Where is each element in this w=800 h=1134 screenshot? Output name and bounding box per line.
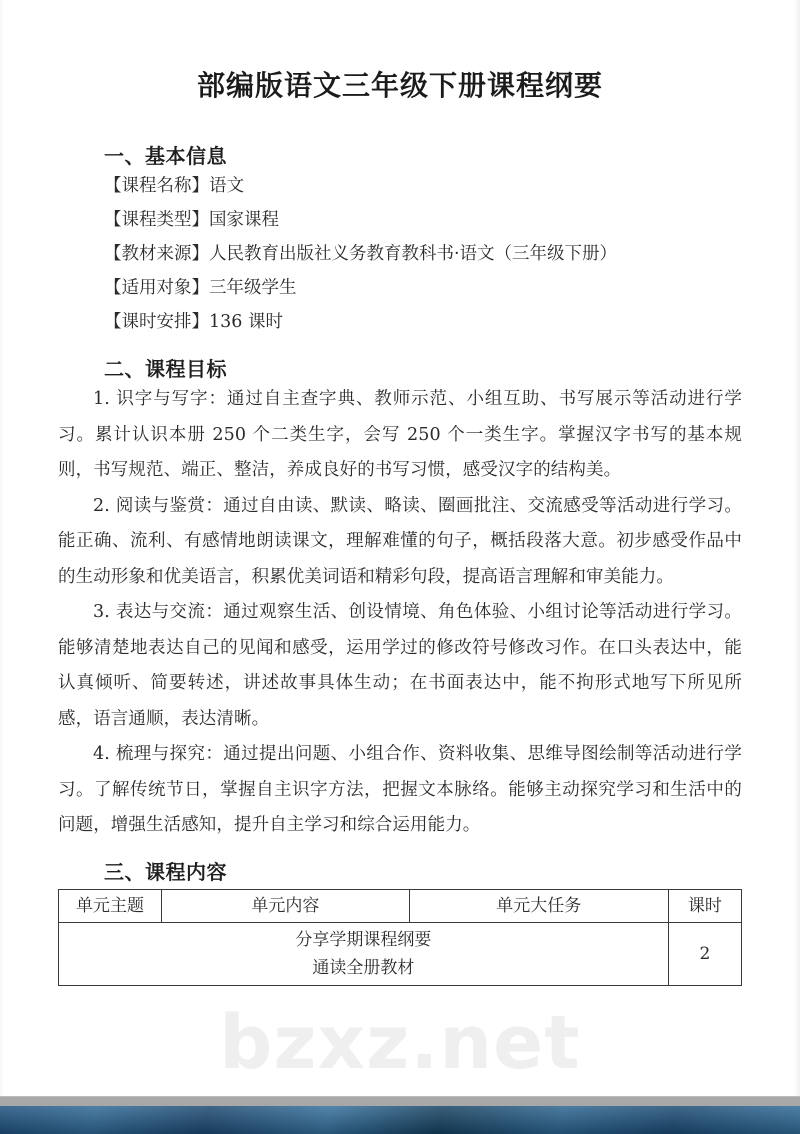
site-watermark: bzxz.net (219, 1000, 581, 1086)
section-heading-course-content: 三、课程内容 (104, 859, 227, 884)
bottom-gray-bar (0, 1096, 800, 1106)
info-value: 人民教育出版社义务教育教科书·语文（三年级下册） (209, 244, 618, 264)
basic-info-list (58, 169, 742, 339)
column-header-unit-theme: 单元主题 (59, 889, 162, 922)
column-header-class-hours: 课时 (668, 889, 741, 922)
column-header-unit-content: 单元内容 (162, 889, 410, 922)
info-label: 【课时安排】 (104, 312, 209, 332)
info-line-course-type (58, 203, 742, 237)
section-heading-objectives: 二、课程目标 (104, 357, 227, 381)
objective-paragraph-3: 3. 表达与交流：通过观察生活、创设情境、角色体验、小组讨论等活动进行学习。能够清楚地表达自己的见闻和感受，运用学过的修改符号修改习作。在口头表达中，能认真倾听、简要转述，讲述故事具体生动；在书面表达中，能不拘形式地写下所见所感，语言通顺，表达清晰。 (58, 602, 742, 729)
table-header-row (59, 889, 742, 922)
table-row (59, 922, 742, 985)
table-cell-line: 分享学期课程纲要 (295, 929, 432, 950)
table-cell-class-hours: 2 (668, 922, 741, 985)
section-heading-basic-info: 一、基本信息 (104, 144, 227, 168)
table-header (59, 889, 742, 922)
objective-paragraph-1: 1. 识字与写字：通过自主查字典、教师示范、小组互助、书写展示等活动进行学习。累计认识本册 250 个二类生字，会写 250 个一类生字。掌握汉字书写的基本规则，书写规范、端正、整洁，养成良好的书写习惯，感受汉字的结构美。 (58, 389, 742, 480)
column-header-unit-task: 单元大任务 (409, 889, 668, 922)
page-title: 部编版语文三年级下册课程纲要 (196, 69, 603, 102)
course-content-table (58, 889, 742, 986)
bottom-blue-band (0, 1106, 800, 1134)
table-body (59, 922, 742, 985)
table-cell-merged-unit-info (59, 922, 669, 985)
info-label: 【教材来源】 (104, 244, 209, 264)
info-line-target-audience (58, 271, 742, 305)
info-label: 【课程类型】 (104, 210, 209, 230)
objective-paragraph-4: 4. 梳理与探究：通过提出问题、小组合作、资料收集、思维导图绘制等活动进行学习。了解传统节日，掌握自主识字方法，把握文本脉络。能够主动探究学习和生活中的问题，增强生活感知，提升自主学习和综合运用能力。 (58, 744, 742, 835)
info-label: 【适用对象】 (104, 278, 209, 298)
objective-paragraph-2: 2. 阅读与鉴赏：通过自由读、默读、略读、圈画批注、交流感受等活动进行学习。能正确、流利、有感情地朗读课文，理解难懂的句子，概括段落大意。初步感受作品中的生动形象和优美语言，积累优美词语和精彩句段，提高语言理解和审美能力。 (58, 495, 742, 587)
info-value: 国家课程 (209, 210, 279, 230)
info-label: 【课程名称】 (104, 176, 209, 196)
info-value: 语文 (209, 176, 244, 196)
info-line-course-name (58, 169, 742, 203)
info-line-class-hours (58, 305, 742, 339)
info-value: 136 课时 (209, 312, 283, 332)
info-value: 三年级学生 (209, 278, 297, 298)
table-cell-line: 通读全册教材 (312, 957, 415, 978)
info-line-textbook-source (58, 237, 742, 271)
